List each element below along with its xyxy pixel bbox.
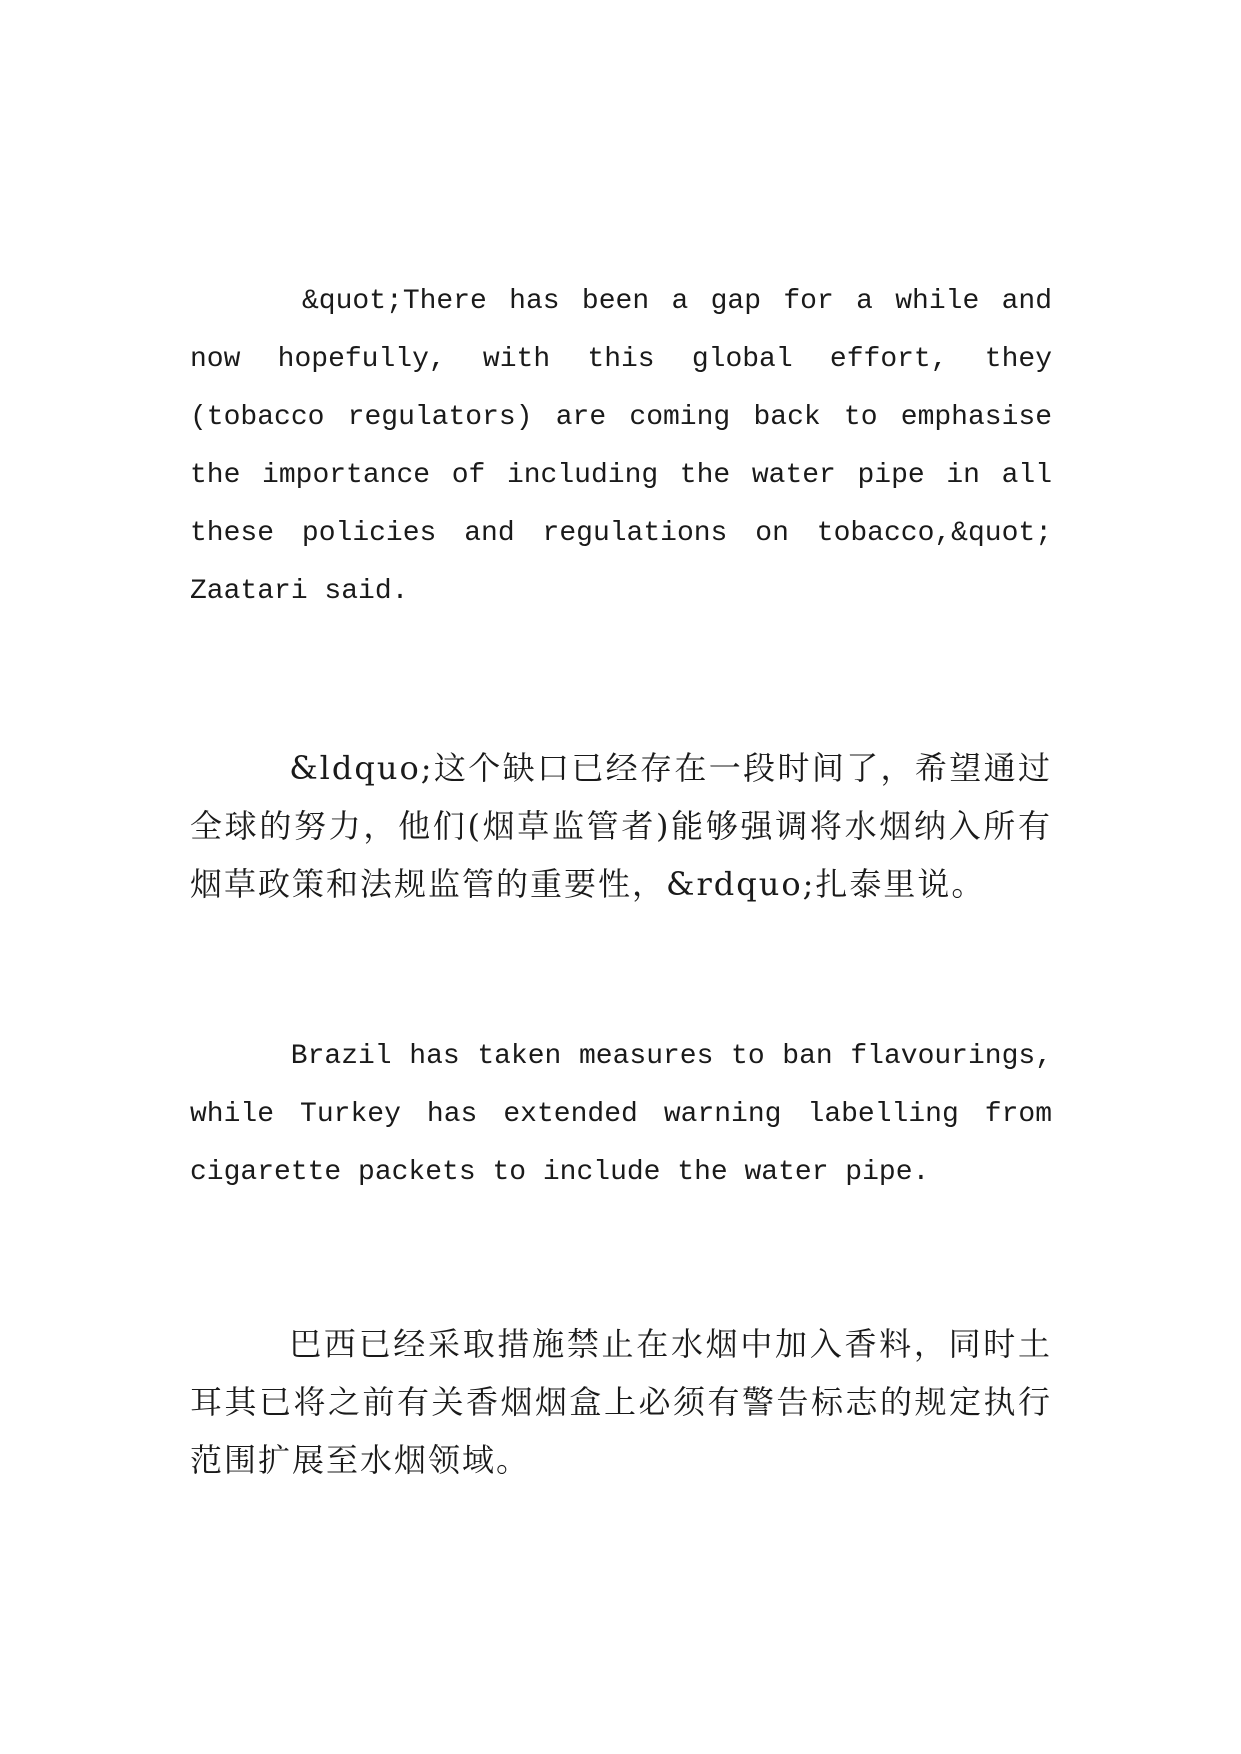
paragraph-english-quote: &quot;There has been a gap for a while and now hopefully, with this global effort, they (tobacco regulators) are coming back to emphasise the importance of including the water pipe in all these policies and regulations on tobacco,&quot; Zaatari said. — [190, 286, 1052, 607]
paragraph-english-measures: Brazil has taken measures to ban flavourings, while Turkey has extended warning labelling from cigarette packets to include the water pipe. — [190, 1041, 1052, 1188]
paragraph-chinese-measures: 巴西已经采取措施禁止在水烟中加入香料，同时土耳其已将之前有关香烟烟盒上必须有警告标志的规定执行范围扩展至水烟领域。 — [190, 1325, 1052, 1479]
paragraph-chinese-quote: &ldquo;这个缺口已经存在一段时间了，希望通过全球的努力，他们(烟草监管者)能够强调将水烟纳入所有烟草政策和法规监管的重要性，&rdquo;扎泰里说。 — [190, 749, 1052, 903]
